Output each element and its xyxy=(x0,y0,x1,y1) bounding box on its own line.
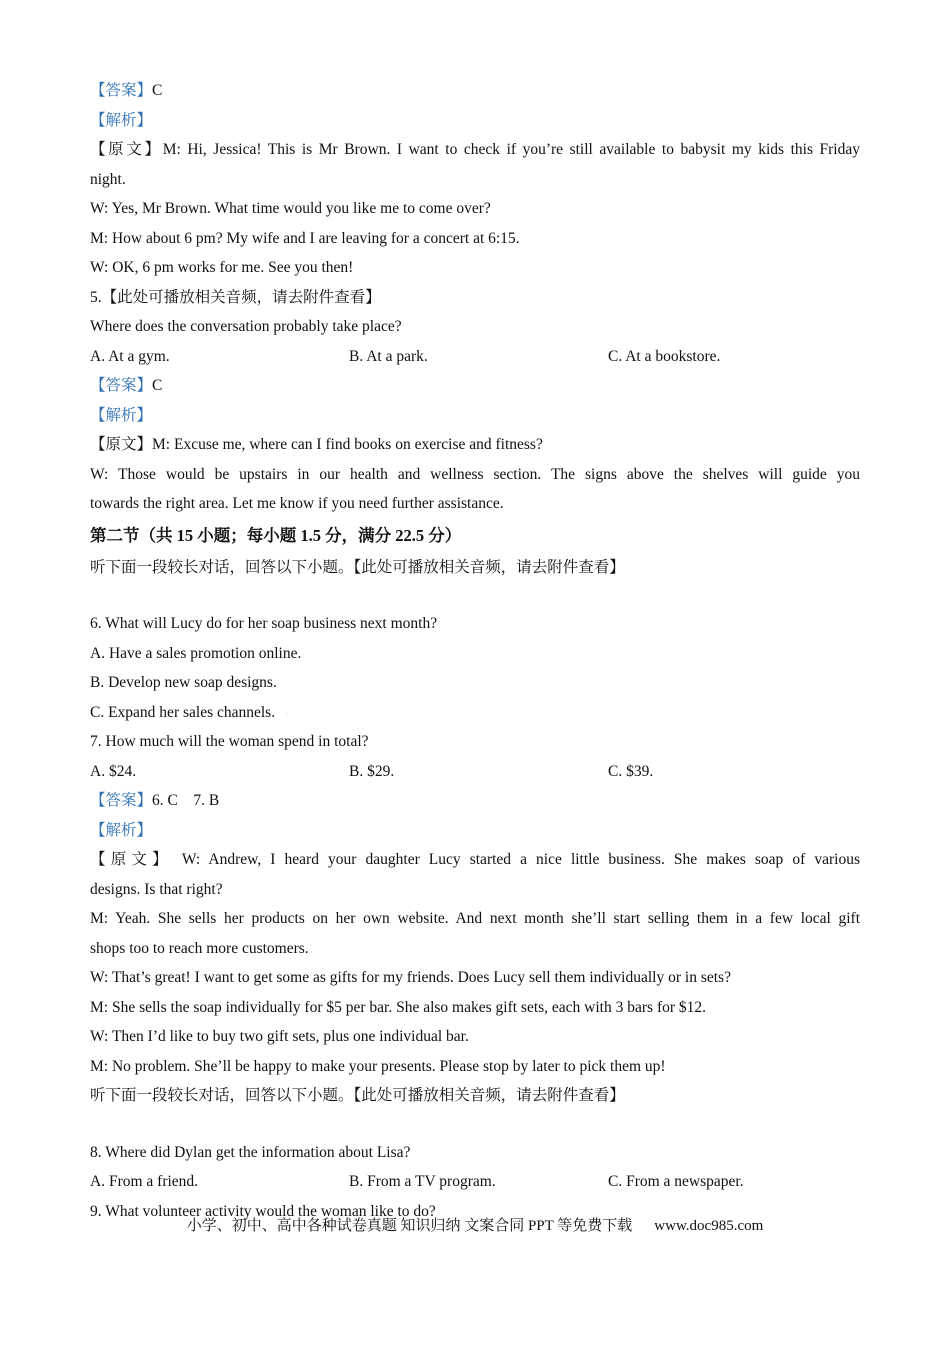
q67-script-line-4: M: She sells the soap individually for $5 per bar. She also makes gift sets, each with 3 bars for $12. xyxy=(90,998,707,1016)
q4-analysis-line xyxy=(90,106,860,136)
part2-instruction: 听下面一段较长对话，回答以下小题。【此处可播放相关音频，请去附件查看】 xyxy=(90,558,625,576)
q5-analysis-line xyxy=(90,401,860,431)
answer-tag: 【答案】 xyxy=(90,82,153,99)
answer-tag: 【答案】 xyxy=(90,377,153,394)
q6-option-b: B. Develop new soap designs. xyxy=(90,674,277,691)
analysis-tag: 【解析】 xyxy=(90,406,153,424)
script-tag: 【原文】 xyxy=(90,851,173,868)
q5-option-b: B. At a park. xyxy=(349,347,428,365)
scan-mark: · xyxy=(285,708,289,719)
q8-option-b: B. From a TV program. xyxy=(349,1173,496,1190)
q67-script-line-2b: shops too to reach more customers. xyxy=(90,939,309,957)
q6-question: 6. What will Lucy do for her soap business next month? xyxy=(90,615,438,632)
script-tag: 【原文】 xyxy=(90,436,153,453)
analysis-tag: 【解析】 xyxy=(90,111,153,129)
q5-script-line-2a: W: Those would be upstairs in our health and wellness section. The signs above the shelves will guide you xyxy=(90,465,860,483)
q67-script-line-1a xyxy=(90,845,860,875)
answer-value: C xyxy=(152,82,163,99)
q67-script-line-3: W: That’s great! I want to get some as gifts for my friends. Does Lucy sell them individually or in sets? xyxy=(90,969,731,986)
q4-script-line-2: W: Yes, Mr Brown. What time would you like me to come over? xyxy=(90,200,491,217)
q5-audio-note: 【此处可播放相关音频，请去附件查看】 xyxy=(101,288,381,306)
part2-heading: 第二节（共 15 小题；每小题 1.5 分，满分 22.5 分） xyxy=(90,525,462,545)
q7-option-b: B. $29. xyxy=(349,762,395,780)
script-tag: 【原文】 xyxy=(90,141,163,158)
q6-option-c: C. Expand her sales channels. xyxy=(90,703,276,721)
q67-script-line-5: W: Then I’d like to buy two gift sets, plus one individual bar. xyxy=(90,1028,469,1045)
q67-script-line-1b: designs. Is that right? xyxy=(90,880,223,898)
script-text: M: Hi, Jessica! This is Mr Brown. I want to check if you’re still available to babysit my kids this Friday xyxy=(162,141,860,158)
footer-text: 小学、初中、高中各种试卷真题 知识归纳 文案合同 PPT 等免费下载 xyxy=(186,1218,633,1234)
analysis-tag: 【解析】 xyxy=(90,821,153,839)
q4-script-line-4: W: OK, 6 pm works for me. See you then! xyxy=(90,259,354,276)
q8-question: 8. Where did Dylan get the information about Lisa? xyxy=(90,1143,411,1161)
q6-option-a: A. Have a sales promotion online. xyxy=(90,644,302,662)
blank-spacer xyxy=(90,582,860,609)
q67-answer-line xyxy=(90,786,860,816)
q8-option-a: A. From a friend. xyxy=(90,1173,199,1190)
q5-options xyxy=(90,342,860,372)
q67-script-line-2a: M: Yeah. She sells her products on her own website. And next month she’ll start selling them in a few local gift xyxy=(90,910,860,927)
q7-option-c: C. $39. xyxy=(608,762,654,780)
q9-question: 9. What volunteer activity would the woman like to do? xyxy=(90,1202,436,1220)
q67-analysis-line xyxy=(90,816,860,846)
q4-answer-line xyxy=(90,76,860,106)
q5-header xyxy=(90,283,860,313)
q5-question: Where does the conversation probably take place? xyxy=(90,318,402,335)
q5-option-c: C. At a bookstore. xyxy=(608,347,721,365)
script-text: W: Andrew, I heard your daughter Lucy started a nice little business. She makes soap of various xyxy=(181,851,860,868)
answer-value: 6. C 7. B xyxy=(152,792,220,809)
footer-site-link[interactable]: www.doc985.com xyxy=(654,1218,764,1234)
part2b-instruction: 听下面一段较长对话，回答以下小题。【此处可播放相关音频，请去附件查看】 xyxy=(90,1087,625,1104)
q4-script-line-1 xyxy=(90,135,860,165)
answer-tag: 【答案】 xyxy=(90,792,153,809)
q7-option-a: A. $24. xyxy=(90,762,137,780)
q67-script-line-6: M: No problem. She’ll be happy to make your presents. Please stop by later to pick them up! xyxy=(90,1057,666,1075)
script-text: M: Excuse me, where can I find books on exercise and fitness? xyxy=(152,436,543,453)
q5-number: 5. xyxy=(90,288,102,306)
q4-script-line-1b: night. xyxy=(90,170,126,188)
q5-option-a: A. At a gym. xyxy=(90,347,170,365)
page-footer xyxy=(0,1214,950,1238)
q7-options xyxy=(90,757,860,787)
q7-question: 7. How much will the woman spend in total? xyxy=(90,733,369,750)
q5-answer-line xyxy=(90,371,860,401)
blank-spacer xyxy=(90,1111,860,1138)
q6-option-c-line xyxy=(90,698,860,728)
q5-script-line-2b: towards the right area. Let me know if you need further assistance. xyxy=(90,495,504,512)
q4-script-line-3: M: How about 6 pm? My wife and I are leaving for a concert at 6:15. xyxy=(90,229,520,247)
q8-option-c: C. From a newspaper. xyxy=(608,1173,744,1190)
q5-script-line-1 xyxy=(90,430,860,460)
answer-value: C xyxy=(152,377,163,394)
document-page xyxy=(90,76,860,1226)
q8-options xyxy=(90,1167,860,1197)
